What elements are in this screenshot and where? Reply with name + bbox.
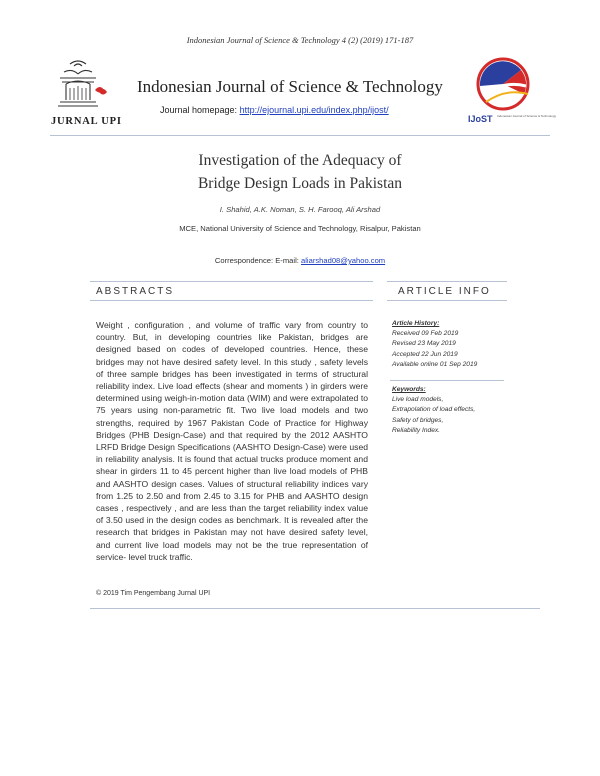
- history-label: Article History:: [392, 320, 440, 327]
- info-divider: [390, 380, 504, 381]
- info-rule-top: [387, 281, 507, 282]
- keyword-item: Reliability Index.: [392, 426, 441, 434]
- abstract-body: [96, 319, 368, 563]
- authors: I. Shahid, A.K. Noman, S. H. Farooq, Ali Arshad: [219, 205, 381, 214]
- journal-homepage: [160, 105, 389, 115]
- correspondence: [0, 256, 600, 265]
- article-info-heading: ARTICLE INFO: [398, 286, 491, 297]
- jurnal-upi-logo: [48, 56, 128, 130]
- keyword-item: Extrapolation of load effects,: [392, 406, 476, 414]
- accepted-date: Accepted 22 Jun 2019: [392, 350, 458, 358]
- title-line-1: Investigation of the Adequacy of: [198, 152, 402, 169]
- article-history: [392, 319, 477, 370]
- article-title: [0, 149, 600, 195]
- received-date: Received 09 Feb 2019: [392, 330, 459, 338]
- abstract-paragraph: Weight , configuration , and volume of traffic vary from country to country. But, in developing countries like Pakistan, bridges are designed based on codes of developed countries. Hence, these bridges may not have desired safety level. In this study , safety levels of three sample bridges has been investigated in terms of structural reliability index. Live load effects (shear and moments ) in girders were determined using weigh-in-motion data (WIM) and were extrapolated to 75 years using non-parametric fit. Two live load models and two strengths, required by 1967 Pakistan Code of Practice for Highway Bridges (PHB Design-Case) and that required by the 2012 AASHTO LRFD Bridge Design Specifications (AASHTO Design-Case) were used in reliability analysis. It is found that actual trucks produce moment and shear in girders 11 to 45 percent higher than live load models of PHB and AASHTO design cases. Values of structural reliability indices vary from 1.25 to 2.50 and from 2.45 to 3.15 for PHB and AASHTO design cases , respectively , and are less than the target reliability index value of 3.50 used in the design codes as benchmark. It is revealed after the research that bridges in Pakistan may not have desired safety level, and current live load models may not be the true representation of service- level truck traffic.: [96, 320, 368, 562]
- correspondence-email[interactable]: aliarshad08@yahoo.com: [301, 256, 386, 265]
- online-date: Available online 01 Sep 2019: [392, 360, 478, 368]
- abstract-heading: ABSTRACTS: [96, 286, 175, 297]
- keywords-block: [392, 385, 475, 436]
- title-line-2: Bridge Design Loads in Pakistan: [197, 175, 403, 192]
- copyright: © 2019 Tim Pengembang Jurnal UPI: [96, 590, 211, 597]
- keyword-item: Safety of bridges,: [392, 416, 444, 424]
- running-head: Indonesian Journal of Science & Technology 4 (2) (2019) 171-187: [186, 35, 414, 45]
- keywords-label: Keywords:: [392, 386, 426, 393]
- keyword-item: Live load models,: [392, 396, 444, 404]
- homepage-label: Journal homepage:: [160, 105, 238, 115]
- info-rule-bottom: [387, 300, 507, 301]
- ijost-logo-text: IJoST: [468, 114, 493, 124]
- abstract-rule-bottom: [90, 300, 373, 301]
- logo-text: JURNAL UPI: [51, 116, 122, 127]
- ijost-logo-subtext: Indonesian Journal of Science & Technology: [497, 114, 556, 118]
- journal-title: Indonesian Journal of Science & Technology: [137, 77, 443, 96]
- footer-divider: [90, 608, 540, 609]
- ijost-logo: [466, 56, 556, 128]
- header-divider: [50, 135, 550, 136]
- affiliation: MCE, National University of Science and Technology, Risalpur, Pakistan: [179, 224, 421, 233]
- abstract-rule-top: [90, 281, 373, 282]
- homepage-link[interactable]: http://ejournal.upi.edu/index.php/ijost/: [239, 105, 389, 115]
- correspondence-label: Correspondence: E-mail:: [214, 256, 299, 265]
- revised-date: Revised 23 May 2019: [392, 340, 456, 348]
